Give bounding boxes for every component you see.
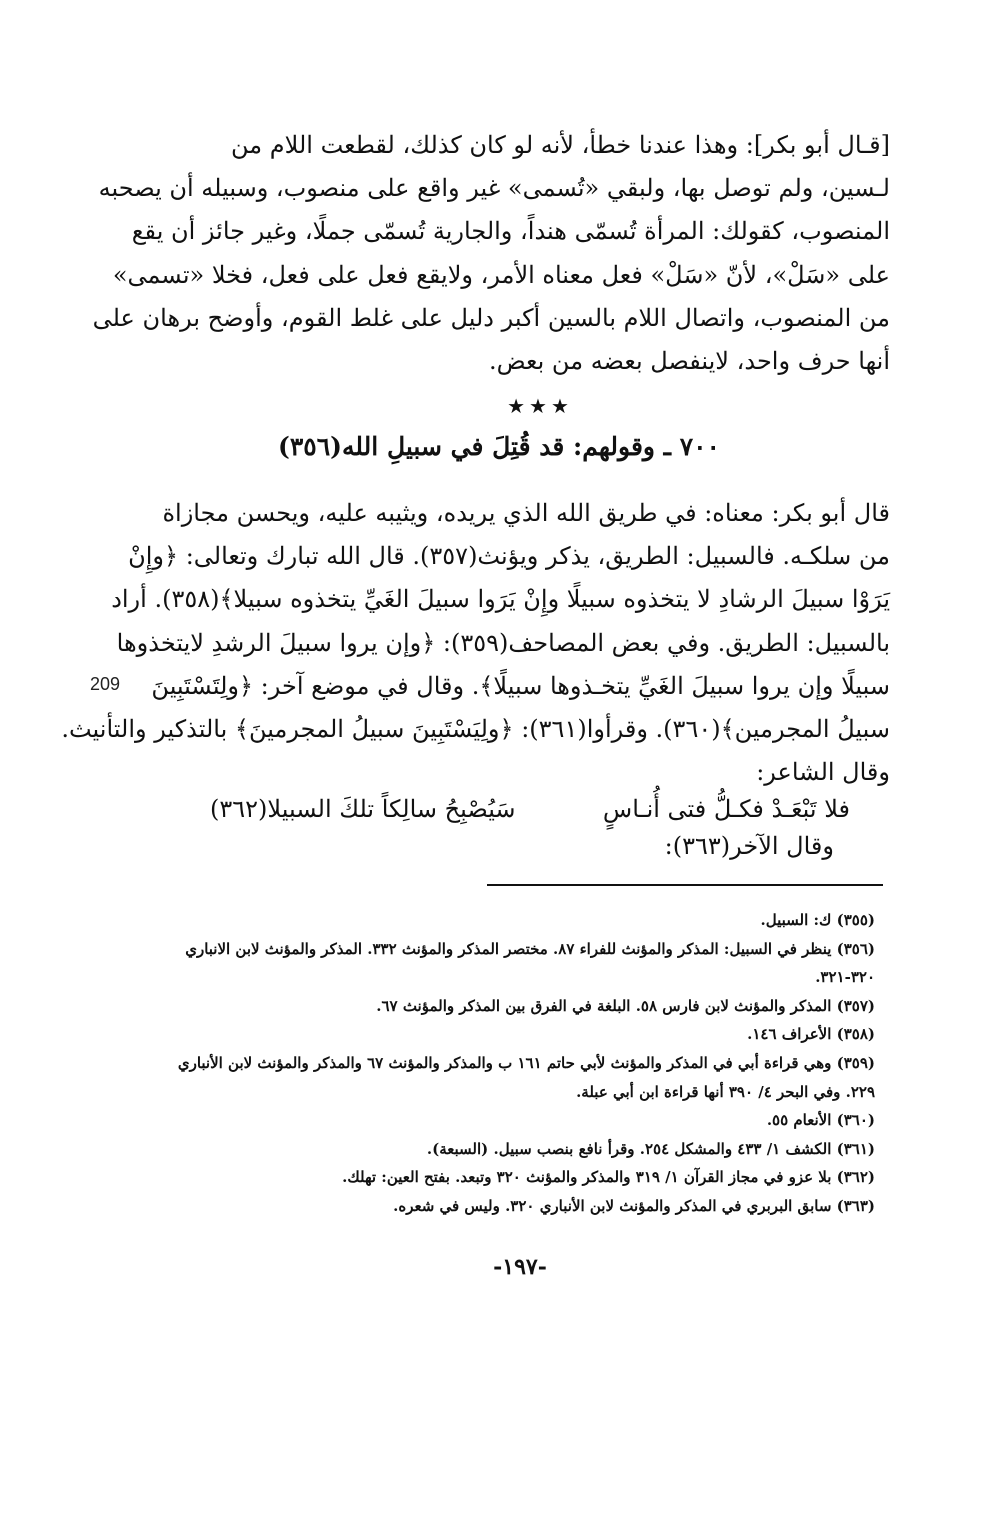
footnote: (٣٦٣) سابق البربري في المذكر والمؤنث لابن الأنباري ٣٢٠. وليس في شعره. <box>393 1196 875 1215</box>
verse-first-hemistich: فلا تَبْعَـدْ فكـلُّ فتى أُنـاسٍ <box>602 795 850 823</box>
paragraph-line: لـسين، ولم توصل بها، ولبقي «تُسمى» غير واقع على منصوب، وسبيله أن يصحبه <box>98 174 890 203</box>
paragraph-line: سبيلًا وإن يروا سبيلَ الغَيِّ يتخـذوها سبيلًا﴾. وقال في موضع آخر: ﴿ولِتَسْتَبِينَ <box>151 671 890 700</box>
paragraph-3: وقال الآخر(٣٦٣): <box>664 832 834 860</box>
paragraph-line: يَرَوْا سبيلَ الرشادِ لا يتخذوه سبيلًا وإِنْ يَرَوا سبيلَ الغَيِّ يتخذوه سبيلا﴾(٣٥٨). أراد <box>111 585 890 614</box>
footnote: ٢٢٩. وفي البحر ٤/ ٣٩٠ أنها قراءة ابن أبي عبلة. <box>576 1082 875 1101</box>
footnote: (٣٥٨) الأعراف ١٤٦. <box>747 1025 875 1044</box>
paragraph-line: من سلكـه. فالسبيل: الطريق، يذكر ويؤنث(٣٥٧). قال الله تبارك وتعالى: ﴿وإِنْ <box>128 542 890 571</box>
paragraph-line: أنها حرف واحد، لاينفصل بعضه من بعض. <box>489 346 890 375</box>
entry-heading: ٧٠٠ ـ وقولهم: قد قُتِلَ في سبيلِ الله(٣٥٦) <box>278 432 720 461</box>
footnote: (٣٦١) الكشف ١/ ٤٣٣ والمشكل ٢٥٤. وقرأ نافع بنصب سبيل. (السبعة). <box>426 1139 875 1158</box>
margin-page-number: 209 <box>90 674 121 694</box>
paragraph-line: قال أبو بكر: معناه: في طريق الله الذي يريده، ويثيبه عليه، ويحسن مجازاة <box>162 499 890 527</box>
paragraph-line: سبيلُ المجرمين﴾(٣٦٠). وقرأوا(٣٦١): ﴿ولِيَسْتَبِينَ سبيلُ المجرمينَ﴾ بالتذكير والتأنيث. <box>61 714 890 743</box>
paragraph-line: وقال الشاعر: <box>756 758 890 787</box>
footnote: (٣٦٢) بلا عزو في مجاز القرآن ١/ ٣١٩ والمذكر والمؤنث ٣٢٠ وتبعد. بفتح العين: تهلك. <box>342 1168 875 1187</box>
paragraph-line: [قـال أبو بكر]: وهذا عندنا خطأ، لأنه لو كان كذلك، لقطعت اللام من <box>231 131 890 159</box>
footnote: (٣٥٧) المذكر والمؤنث لابن فارس ٥٨. البلغة في الفرق بين المذكر والمؤنث ٦٧. <box>376 996 875 1015</box>
paragraph-1 <box>92 124 890 383</box>
paragraph-line: على «سَلْ»، لأنّ «سَلْ» فعل معناه الأمر، ولايقع فعل على فعل، فخلا «تسمى» <box>112 260 890 289</box>
poem-verse <box>200 795 850 835</box>
paragraph-line: بالسبيل: الطريق. وفي بعض المصاحف(٣٥٩): ﴿وإن يروا سبيلَ الرشدِ لايتخذوها <box>116 628 890 657</box>
footnote: (٣٦٠) الأنعام ٥٥. <box>766 1111 875 1130</box>
section-separator: ★★★ <box>507 394 573 418</box>
footnote-divider <box>487 884 883 886</box>
paragraph-line: من المنصوب، واتصال اللام بالسين أكبر دليل على غلط القوم، وأوضح برهان على <box>92 303 890 332</box>
page-number: -١٩٧- <box>493 1254 547 1280</box>
footnotes <box>165 906 875 1221</box>
footnote: (٣٥٥) ك: السبيل. <box>760 911 875 929</box>
paragraph-line: المنصوب، كقولك: المرأة تُسمّى هنداً، والجارية تُسمّى جملًا، وغير جائز أن يقع <box>131 217 890 246</box>
footnote: ٣٢٠-٣٢١. <box>815 968 875 987</box>
verse-second-hemistich: سَيُصْبِحُ سالِكاً تلكَ السبيلا(٣٦٢) <box>210 795 516 823</box>
footnote: (٣٥٩) وهي قراءة أبي في المذكر والمؤنث لأبي حاتم ١٦١ ب والمذكر والمؤنث ٦٧ والمذكر والمؤنث لابن الأنباري <box>177 1053 875 1072</box>
footnote: (٣٥٦) ينظر في السبيل: المذكر والمؤنث للفراء ٨٧. مختصر المذكر والمؤنث ٣٣٢. المذكر والمؤنث لابن الانباري <box>185 939 875 958</box>
